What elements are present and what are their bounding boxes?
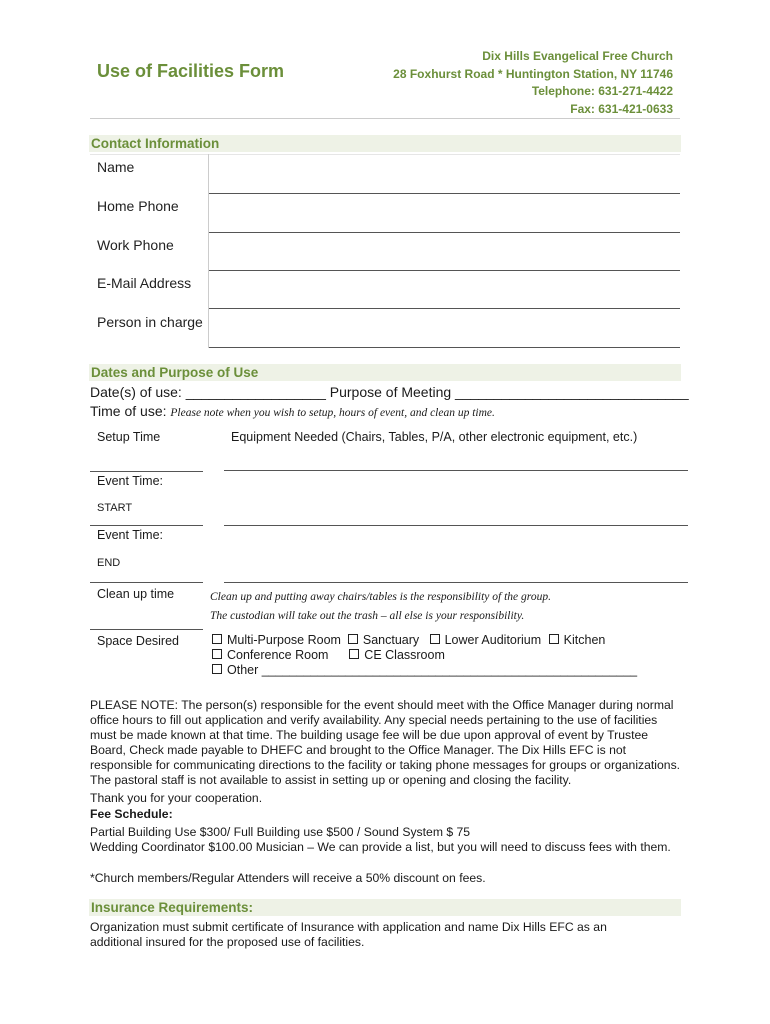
event-start-field[interactable] — [90, 525, 203, 526]
lower-auditorium-label: Lower Auditorium — [444, 633, 542, 647]
church-name: Dix Hills Evangelical Free Church — [482, 49, 673, 63]
time-of-use-row — [90, 403, 495, 419]
work-phone-field[interactable] — [209, 270, 680, 271]
name-field[interactable] — [209, 193, 680, 194]
time-of-use-note: Please note when you wish to setup, hours of event, and clean up time. — [170, 407, 495, 419]
name-label: Name — [97, 159, 135, 175]
event-end-field[interactable] — [90, 582, 203, 583]
home-phone-label: Home Phone — [97, 198, 179, 214]
multi-purpose-checkbox[interactable] — [212, 634, 222, 644]
email-label: E-Mail Address — [97, 275, 192, 291]
fee-line-2: Wedding Coordinator $100.00 Musician – We can provide a list, but you will need to discuss fees with them. — [90, 840, 671, 854]
cleanup-note-2: The custodian will take out the trash – all else is your responsibility. — [210, 610, 525, 622]
insurance-body: Organization must submit certificate of Insurance with application and name Dix Hills EFC as an additional insured for the proposed use of facilities. — [90, 920, 607, 949]
person-in-charge-field[interactable] — [209, 347, 680, 348]
equipment-label: Equipment Needed (Chairs, Tables, P/A, other electronic equipment, etc.) — [231, 430, 638, 444]
thank-you-line: Thank you for your cooperation. — [90, 791, 263, 805]
please-note-paragraph: PLEASE NOTE: The person(s) responsible for the event should meet with the Office Manager during normal office hours to fill out application and verify availability. Any special needs pertaining to the use of facilities must be made known at that time. The building usage fee will be due upon approval of event by Trustee Board, Check made payable to DHEFC and brought to the Office Manager. The Dix Hills EFC is not responsible for communicating directions to the facility or taking phone messages for groups or organizations. The pastoral staff is not available to assist in setting up or opening and closing the facility. — [90, 698, 681, 787]
ce-classroom-checkbox[interactable] — [349, 649, 359, 659]
email-field[interactable] — [209, 308, 680, 309]
kitchen-label: Kitchen — [563, 633, 606, 647]
church-telephone: Telephone: 631-271-4422 — [531, 84, 673, 98]
equipment-field-3[interactable] — [224, 582, 688, 583]
start-label: START — [97, 502, 133, 514]
insurance-heading-label: Insurance Requirements: — [91, 900, 254, 915]
contact-column-divider — [208, 154, 209, 348]
dates-purpose-line[interactable]: Date(s) of use: __________________ Purpose of Meeting ______________________________ — [90, 384, 689, 400]
form-title: Use of Facilities Form — [97, 61, 285, 81]
conference-room-label: Conference Room — [227, 648, 329, 662]
header-divider — [90, 118, 680, 119]
cleanup-note-1: Clean up and putting away chairs/tables is the responsibility of the group. — [210, 591, 551, 603]
church-fax: Fax: 631-421-0633 — [570, 101, 673, 116]
church-address-block — [393, 48, 673, 118]
other-label[interactable]: Other ______________________________________________________ — [227, 663, 638, 677]
conference-room-checkbox[interactable] — [212, 649, 222, 659]
setup-time-label: Setup Time — [97, 430, 161, 444]
time-of-use-label: Time of use: — [90, 403, 167, 419]
home-phone-field[interactable] — [209, 232, 680, 233]
contact-heading — [89, 135, 681, 152]
person-in-charge-label: Person in charge — [97, 314, 203, 330]
cleanup-label: Clean up time — [97, 587, 175, 601]
ce-classroom-label: CE Classroom — [364, 648, 445, 662]
church-street: 28 Foxhurst Road * Huntington Station, NY 11746 — [393, 66, 673, 81]
equipment-field-2[interactable] — [224, 525, 688, 526]
equipment-field-1[interactable] — [224, 470, 688, 471]
lower-auditorium-checkbox[interactable] — [430, 634, 440, 644]
setup-time-field[interactable] — [90, 471, 203, 472]
dates-heading-label: Dates and Purpose of Use — [91, 365, 259, 380]
sanctuary-label: Sanctuary — [362, 633, 420, 647]
discount-line: *Church members/Regular Attenders will receive a 50% discount on fees. — [90, 871, 486, 885]
work-phone-label: Work Phone — [97, 237, 174, 253]
insurance-heading — [89, 899, 681, 916]
cleanup-field[interactable] — [90, 629, 203, 630]
end-label: END — [97, 557, 121, 569]
space-desired-label: Space Desired — [97, 634, 179, 648]
fee-line-1: Partial Building Use $300/ Full Building use $500 / Sound System $ 75 — [90, 825, 471, 839]
fee-schedule-heading: Fee Schedule: — [90, 807, 173, 821]
contact-top-line — [90, 154, 680, 155]
event-end-label: Event Time: — [97, 528, 163, 542]
space-options — [212, 633, 637, 678]
multi-purpose-label: Multi-Purpose Room — [227, 633, 341, 647]
kitchen-checkbox[interactable] — [549, 634, 559, 644]
other-checkbox[interactable] — [212, 664, 222, 674]
event-start-label: Event Time: — [97, 474, 163, 488]
dates-heading — [89, 364, 681, 381]
contact-heading-label: Contact Information — [91, 136, 220, 151]
sanctuary-checkbox[interactable] — [348, 634, 358, 644]
